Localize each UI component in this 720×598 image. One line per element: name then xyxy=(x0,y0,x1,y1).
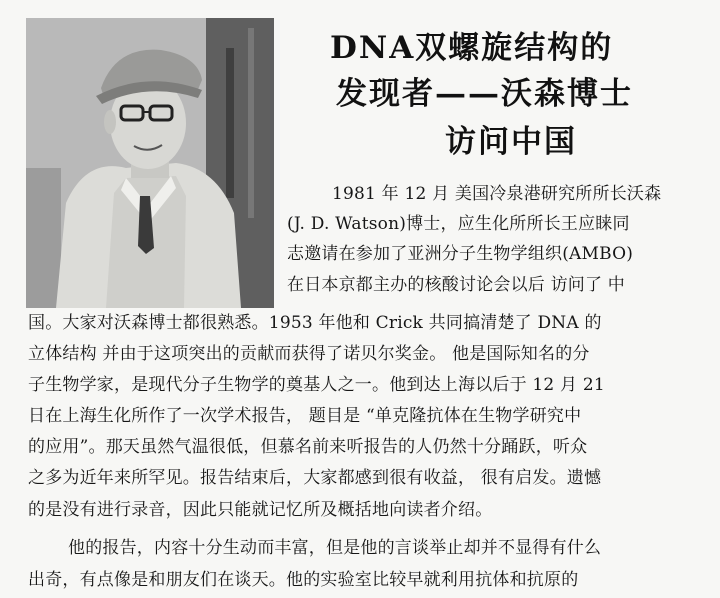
body-line: 子生物学家，是现代分子生物学的奠基人之一。他到达上海以后于 12 月 21 xyxy=(28,375,605,395)
title-line-2: 发现者——沃森博士 xyxy=(336,76,633,112)
body-line: 的应用”。那天虽然气温很低，但慕名前来听报告的人仍然十分踊跃，听众 xyxy=(28,437,588,457)
body-line: 出奇，有点像是和朋友们在谈天。他的实验室比较早就利用抗体和抗原的 xyxy=(28,570,579,590)
title-line-3: 访问中国 xyxy=(445,124,577,160)
body-line: 国。大家对沃森博士都很熟悉。1953 年他和 Crick 共同搞清楚了 DNA 的 xyxy=(28,313,602,333)
portrait-photo xyxy=(26,18,274,308)
body-line: (J. D. Watson)博士，应生化所所长王应睐同 xyxy=(287,214,630,234)
body-line: 1981 年 12 月 美国冷泉港研究所所长沃森 xyxy=(332,184,662,204)
body-line: 的是没有进行录音，因此只能就记忆所及概括地向读者介绍。 xyxy=(28,500,493,520)
body-line: 之多为近年来所罕见。报告结束后，大家都感到很有收益， 很有启发。遗憾 xyxy=(28,468,602,488)
body-line: 立体结构 并由于这项突出的贡献而获得了诺贝尔奖金。 他是国际知名的分 xyxy=(28,344,590,364)
body-line: 志邀请在参加了亚洲分子生物学组织(AMBO) xyxy=(287,244,634,264)
body-line: 他的报告，内容十分生动而丰富，但是他的言谈举止却并不显得有什么 xyxy=(68,538,602,558)
body-line: 日在上海生化所作了一次学术报告， 题目是 “单克隆抗体在生物学研究中 xyxy=(28,406,582,426)
title-line-1: DNA双螺旋结构的 xyxy=(330,30,614,66)
body-line: 在日本京都主办的核酸讨论会以后 访问了 中 xyxy=(287,275,626,295)
